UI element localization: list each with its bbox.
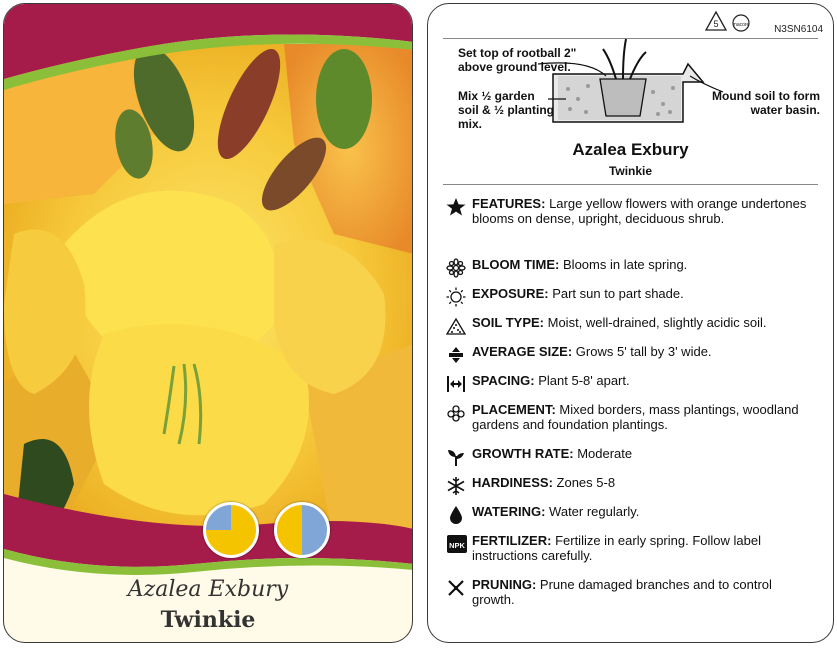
- npk-icon: [446, 534, 468, 554]
- plant-title: Azalea Exbury: [572, 140, 689, 159]
- product-code: N3SN6104: [774, 24, 823, 35]
- attr-growth-rate: GROWTH RATE: Moderate: [446, 446, 816, 461]
- svg-text:5: 5: [713, 19, 719, 29]
- sun-icon: [446, 287, 466, 307]
- placement-icon: [446, 403, 466, 423]
- attr-bloom-time: BLOOM TIME: Blooms in late spring.: [446, 257, 816, 272]
- soil-mix-note: Mix ½ garden soil & ½ planting mix.: [458, 89, 555, 131]
- back-info-card: [427, 3, 834, 643]
- attr-average-size: AVERAGE SIZE: Grows 5' tall by 3' wide.: [446, 344, 816, 359]
- spacing-icon: [446, 374, 466, 394]
- top-of-rootball-note: Set top of rootball 2" above ground level.: [458, 46, 577, 74]
- front-cultivar-name: Twinkie: [160, 607, 256, 633]
- attr-features: FEATURES: Large yellow flowers with orange undertones blooms on dense, upright, deciduous shrub.: [446, 196, 816, 226]
- front-common-name: Azalea Exbury: [127, 577, 289, 602]
- attr-spacing: SPACING: Plant 5-8' apart.: [446, 373, 816, 388]
- svg-text:NPK: NPK: [449, 541, 465, 550]
- attr-pruning: PRUNING: Prune damaged branches and to control growth.: [446, 577, 816, 607]
- star-icon: [446, 197, 466, 217]
- soil-icon: [446, 316, 466, 336]
- size-icon: [446, 345, 466, 365]
- water-drop-icon: [446, 505, 466, 525]
- attr-watering: WATERING: Water regularly.: [446, 504, 816, 519]
- part-sun-icon: [203, 502, 259, 558]
- part-shade-icon: [274, 502, 330, 558]
- attr-placement: PLACEMENT: Mixed borders, mass plantings, woodland gardens and foundation plantings.: [446, 402, 816, 432]
- snowflake-icon: [446, 476, 466, 496]
- attr-hardiness: HARDINESS: Zones 5-8: [446, 475, 816, 490]
- pruners-icon: [446, 578, 466, 598]
- attr-soil-type: SOIL TYPE: Moist, well-drained, slightly acidic soil.: [446, 315, 816, 330]
- plant-subtitle: Twinkie: [608, 164, 653, 178]
- front-plant-card: [3, 3, 413, 643]
- title-divider: [443, 184, 818, 185]
- attr-fertilizer: NPK FERTILIZER: Fertilize in early spring. Follow label instructions carefully.: [446, 533, 816, 563]
- sprout-icon: [446, 447, 466, 467]
- attr-exposure: EXPOSURE: Part sun to part shade.: [446, 286, 816, 301]
- mound-soil-note: Mound soil to form water basin.: [712, 89, 820, 117]
- flower-icon: [446, 258, 466, 278]
- svg-text:macore: macore: [732, 22, 750, 28]
